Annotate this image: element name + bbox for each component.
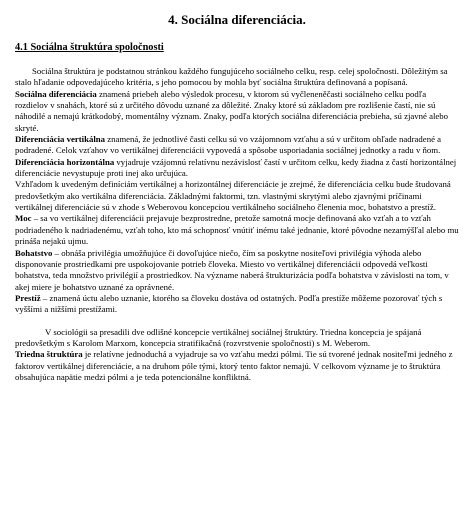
paragraph-social-differentiation [15,89,459,134]
definition-social-differentiation: znamená priebeh alebo výsledok procesu, v ktorom sú vyčleneněčasti sociálneho celku podľa rozdielov v snahách, ktoré sú z určitého dôvodu uznané za dôležité. Znaky ktoré sú základom pre rozlišenie častí, nie sú náhodilé a nemajú krátkodobý, momentálny význam. Znaky, podľa ktorých sociálna diferenciácia prebieha, sú zjavné alebo skryté. [15,88,449,133]
term-vertical-differentiation: Diferenciácia vertikálna [15,134,105,145]
term-wealth: Bohatstvo [15,247,53,258]
definition-horizontal-differentiation: vyjadruje vzájomnú relatívnu nezávislosť častí v určitom celku, kedy žiadna z častí horizontálnej diferenciácie nevystupuje proti inej ako určujúca. [15,156,457,179]
term-class-structure: Triedna štruktúra [15,349,83,360]
definition-wealth: – obnáša privilégia umožňujúce či dovoľujúce niečo, čím sa poskytne nositeľovi privilégia výhoda alebo disponovanie prostriedkami pre uspokojovanie potrieb človeka. Miesto vo vertikálnej diferenciácii odpovedá veľkosti bohatstva, teda množstvo privilégií a prostriedkov. Na význame naberá štrukturizácia podľa bohatstva v závislosti na tom, v akej miere je bohatstvo uznané za oprávnené. [15,247,449,292]
section-heading: 4.1 Sociálna štruktúra spoločnosti [15,42,164,53]
definition-power: – sa vo vertikálnej diferenciácii prejavuje bezprostredne, pretože samotná mocje definovaná ako vzťah a to vzťah podriadeného k nadriadenému, vzťah toho, kto má schopnosť vnútiť inému také jednanie, ktoré pôvodne nezamýšľal alebo mu prináša nejakú ujmu. [15,213,459,247]
paragraph-wealth [15,248,459,293]
paragraph-prestige [15,293,459,316]
term-prestige: Prestíž [15,292,41,303]
paragraph-two-concepts: V sociológii sa presadili dve odlišné koncepcie vertikálnej sociálnej štruktúry. Triedna koncepcia je spájaná predovšetkým s Karolom Marxom, koncepcia stratifikačná (rozvrstvenie spoločnosti) s M. Weberom. [15,326,422,348]
paragraph-vertical-factors: Vzhľadom k uvedeným definíciám vertikálnej a horizontálnej diferenciácie je zrejmé, že diferenciácia celku bude študovaná predovšetkým ako vertikálna diferenciácia. Základnými faktormi, tzn. vlastnými skrytými alebo zjavnými príčinami vertikálnej diferenciácie sú v zhode s Weberovou koncepciou vertikálneho sociálneho členenia moc, bohatstvo a prestíž. [15,179,451,213]
definition-prestige: – znamená úctu alebo uznanie, ktorého sa človeku dostáva od ostatných. Podľa prestíže môžeme pozorovať tých s vyššími a nižšími prestížami. [15,292,443,315]
term-horizontal-differentiation: Diferenciácia horizontálna [15,156,115,167]
paragraph-power [15,213,459,247]
definition-class-structure: je relatívne jednoduchá a vyjadruje sa vo vzťahu medzi pólmi. Tie sú tvorené jednak nositeľmi jedného z faktorov vertikálnej diferenciácie, a na druhom póle tými, ktorý tento faktor nemajú. V celkovom význame je to štruktúra obsahujúca napätie medzi pólmi a je teda potencionálne konfliktná. [15,349,453,382]
paragraph-horizontal-differentiation [15,157,459,180]
definition-vertical-differentiation: znamená, že jednotlivé časti celku sú vo vzájomnom vzťahu a sú v určitom ohľade nadradené a podradené. Celok vzťahov vo vertikálnej diferenciácii vypovedá a spôsobe usporiadania sociálnej jednotky a radu v ňom. [15,134,442,156]
term-power: Moc [15,213,32,224]
paragraph-vertical-differentiation [15,134,459,157]
term-social-differentiation: Sociálna diferenciácia [15,88,97,99]
paragraph-class-structure [15,349,459,383]
chapter-title: 4. Sociálna diferenciácia. [168,12,306,27]
paragraph-social-structure: Sociálna štruktúra je podstatnou stránkou každého fungujúceho sociálneho celku, resp. celej spoločnosti. Dôležitým sa stalo hľadanie odpovedajúceho kritéria, s jeho pomocou by mohla byť sociálna štruktúra definovaná a popísaná. [15,66,448,88]
